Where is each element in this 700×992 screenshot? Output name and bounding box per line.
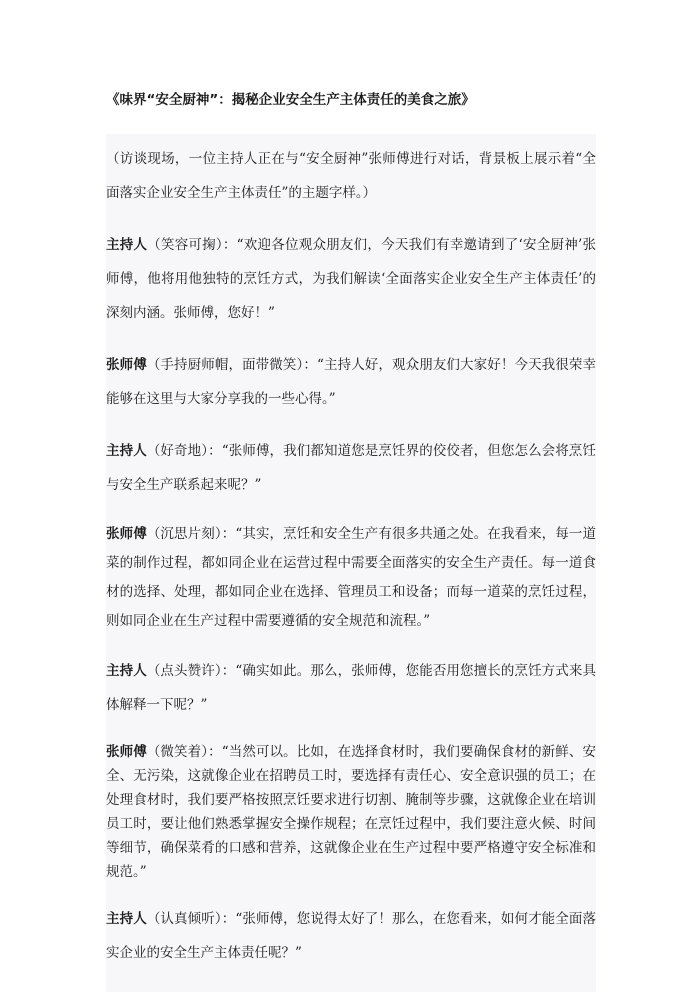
dialogue-text: （微笑着）：“当然可以。比如，在选择食材时，我们要确保食材的新鲜、安全、无污染，这就像企业在招聘员工时，要选择有责任心、安全意识强的员工；在处理食材时，我们要严格按照烹饪要求进行切割、腌制等步骤，这就像企业在培训员工时，要让他们熟悉掌握安全操作规程；在烹饪过程中，我们要注意火候、时间等细节，确保菜肴的口感和营养，这就像企业在生产过程中要严格遵守安全标准和规范。” — [106, 744, 597, 880]
document-body — [106, 134, 596, 992]
speaker-name: 主持人 — [106, 443, 147, 459]
dialogue-paragraph — [106, 740, 596, 884]
speaker-name: 主持人 — [106, 237, 148, 253]
dialogue-text: （沉思片刻）：“其实，烹饪和安全生产有很多共通之处。在我看来，每一道菜的制作过程，都如同企业在运营过程中需要全面落实的安全生产责任。每一道食材的选择、处理，都如同企业在选择、管理员工和设备；而每一道菜的烹饪过程，则如同企业在生产过程中需要遵循的安全规范和流程。” — [106, 526, 597, 629]
dialogue-paragraph — [106, 654, 596, 722]
document-page — [106, 90, 596, 992]
speaker-name: 张师傅 — [106, 744, 147, 760]
dialogue-text: （手持厨师帽，面带微笑）：“主持人好，观众朋友们大家好！今天我很荣幸能够在这里与大家分享我的一些心得。” — [106, 357, 597, 407]
dialogue-paragraph — [106, 520, 596, 636]
speaker-name: 主持人 — [106, 911, 147, 927]
dialogue-text: （点头赞许）：“确实如此。那么，张师傅，您能否用您擅长的烹饪方式来具体解释一下呢？” — [106, 663, 597, 713]
dialogue-text: （笑容可掬）：“欢迎各位观众朋友们，今天我们有幸邀请到了‘安全厨神’张师傅，他将用他独特的烹饪方式，为我们解读‘全面落实企业安全生产主体责任’的深刻内涵。张师傅，您好！” — [106, 237, 597, 321]
intro-paragraph: （访谈现场，一位主持人正在与“安全厨神”张师傅进行对话，背景板上展示着“全面落实企业安全生产主体责任”的主题字样。） — [106, 151, 596, 201]
dialogue-text: （认真倾听）：“张师傅，您说得太好了！那么，在您看来，如何才能全面落实企业的安全生产主体责任呢？” — [106, 911, 597, 961]
dialogue-paragraph — [106, 348, 596, 416]
speaker-name: 主持人 — [106, 663, 147, 679]
dialogue-paragraph — [106, 434, 596, 502]
dialogue-text: （好奇地）：“张师傅，我们都知道您是烹饪界的佼佼者，但您怎么会将烹饪与安全生产联系起来呢？” — [106, 443, 597, 493]
dialogue-paragraph — [106, 902, 596, 970]
speaker-name: 张师傅 — [106, 357, 147, 373]
speaker-name: 张师傅 — [106, 526, 147, 542]
document-title: 《味界“安全厨神”：揭秘企业安全生产主体责任的美食之旅》 — [106, 92, 475, 108]
dialogue-paragraph — [106, 228, 596, 330]
